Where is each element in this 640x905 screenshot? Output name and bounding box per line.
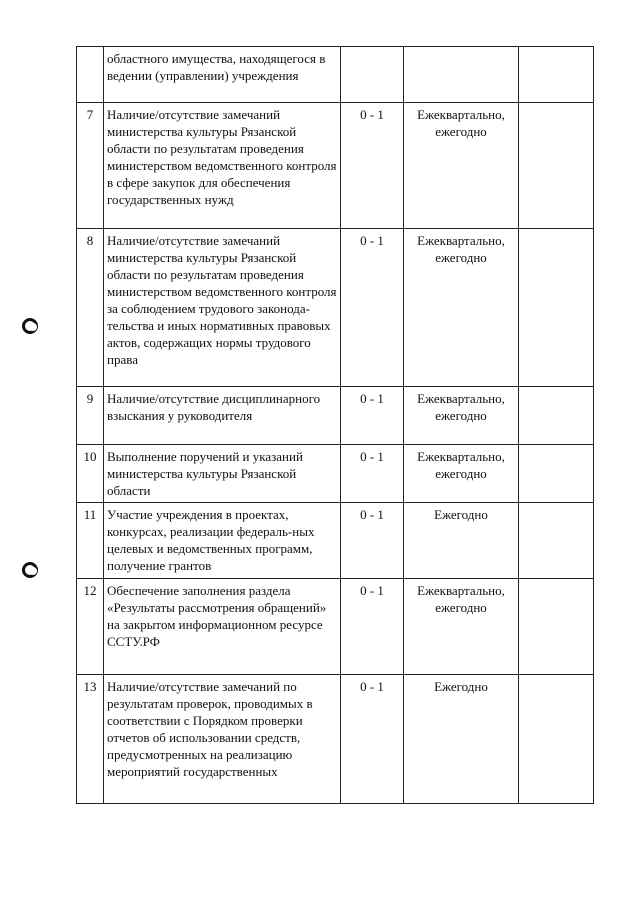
periodicity: Ежегодно	[404, 675, 519, 804]
extra-cell	[519, 229, 594, 387]
row-number	[77, 47, 104, 103]
table-row	[77, 229, 594, 387]
extra-cell	[519, 503, 594, 579]
score-range: 0 - 1	[341, 229, 404, 387]
score-range: 0 - 1	[341, 503, 404, 579]
row-number: 11	[77, 503, 104, 579]
criteria-table	[76, 46, 594, 804]
periodicity: Ежеквартально, ежегодно	[404, 103, 519, 229]
extra-cell	[519, 103, 594, 229]
extra-cell	[519, 675, 594, 804]
extra-cell	[519, 445, 594, 503]
criterion-name: Участие учреждения в проектах, конкурсах, реализации федераль-ных целевых и ведомственных программ, получение грантов	[104, 503, 341, 579]
row-number: 8	[77, 229, 104, 387]
criterion-name: Наличие/отсутствие замечаний по результатам проверок, проводимых в соответствии с Порядком проверки отчетов об использовании средств, предусмотренных на реализацию мероприятий государственных	[104, 675, 341, 804]
periodicity: Ежеквартально, ежегодно	[404, 387, 519, 445]
criterion-name: Наличие/отсутствие замечаний министерства культуры Рязанской области по результатам проведения министерством ведомственного контроля за соблюдением трудового законода-тельства и иных нормативных правовых актов, содержащих нормы трудового права	[104, 229, 341, 387]
row-number: 12	[77, 579, 104, 675]
extra-cell	[519, 47, 594, 103]
row-number: 9	[77, 387, 104, 445]
row-number: 10	[77, 445, 104, 503]
periodicity: Ежеквартально, ежегодно	[404, 579, 519, 675]
criterion-name: Обеспечение заполнения раздела «Результаты рассмотрения обращений» на закрытом информационном ресурсе ССТУ.РФ	[104, 579, 341, 675]
binder-hole-icon	[22, 562, 38, 578]
extra-cell	[519, 579, 594, 675]
table-row	[77, 675, 594, 804]
score-range: 0 - 1	[341, 103, 404, 229]
criterion-name: Наличие/отсутствие замечаний министерства культуры Рязанской области по результатам проведения министерством ведомственного контроля в сфере закупок для обеспечения государственных нужд	[104, 103, 341, 229]
periodicity	[404, 47, 519, 103]
table-row	[77, 47, 594, 103]
score-range: 0 - 1	[341, 445, 404, 503]
score-range: 0 - 1	[341, 387, 404, 445]
periodicity: Ежегодно	[404, 503, 519, 579]
score-range: 0 - 1	[341, 675, 404, 804]
extra-cell	[519, 387, 594, 445]
table-row	[77, 387, 594, 445]
criterion-name: Наличие/отсутствие дисциплинарного взыскания у руководителя	[104, 387, 341, 445]
table-row	[77, 503, 594, 579]
binder-hole-icon	[22, 318, 38, 334]
score-range: 0 - 1	[341, 579, 404, 675]
table-row	[77, 103, 594, 229]
periodicity: Ежеквартально, ежегодно	[404, 445, 519, 503]
criterion-name: областного имущества, находящегося в ведении (управлении) учреждения	[104, 47, 341, 103]
score-range	[341, 47, 404, 103]
table-row	[77, 445, 594, 503]
table-row	[77, 579, 594, 675]
periodicity: Ежеквартально, ежегодно	[404, 229, 519, 387]
criterion-name: Выполнение поручений и указаний министерства культуры Рязанской области	[104, 445, 341, 503]
row-number: 13	[77, 675, 104, 804]
row-number: 7	[77, 103, 104, 229]
